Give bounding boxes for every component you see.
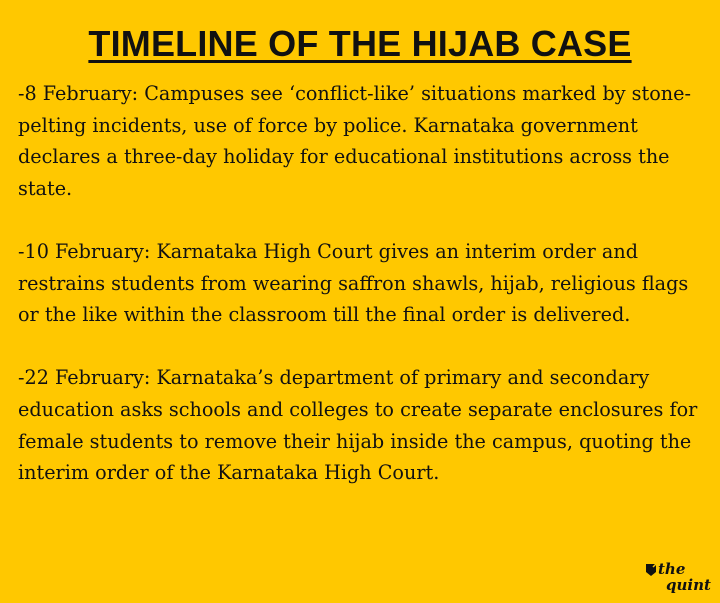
logo-text-quint: quint [666, 576, 711, 594]
the-quint-logo [644, 560, 711, 595]
timeline-entry-8-february: -8 February: Campuses see ‘conflict-like’ situations marked by stone-pelting incidents, use of force by police. Karnataka government declares a three-day holiday for educational institutions across the state. [18, 82, 691, 200]
timeline-list [18, 78, 710, 520]
logo-text-the: the [658, 560, 686, 578]
timeline-entry-10-february: -10 February: Karnataka High Court gives an interim order and restrains students from wearing saffron shawls, hijab, religious flags or the like within the classroom till the final order is delivered. [18, 239, 689, 327]
page-title: TIMELINE OF THE HIJAB CASE [88, 23, 632, 64]
quint-mark-icon [644, 563, 658, 577]
timeline-entry-22-february: -22 February: Karnataka’s department of primary and secondary education asks schools and colleges to create separate enclosures for female students to remove their hijab inside the campus, quoting the interim order of the Karnataka High Court. [18, 366, 698, 485]
